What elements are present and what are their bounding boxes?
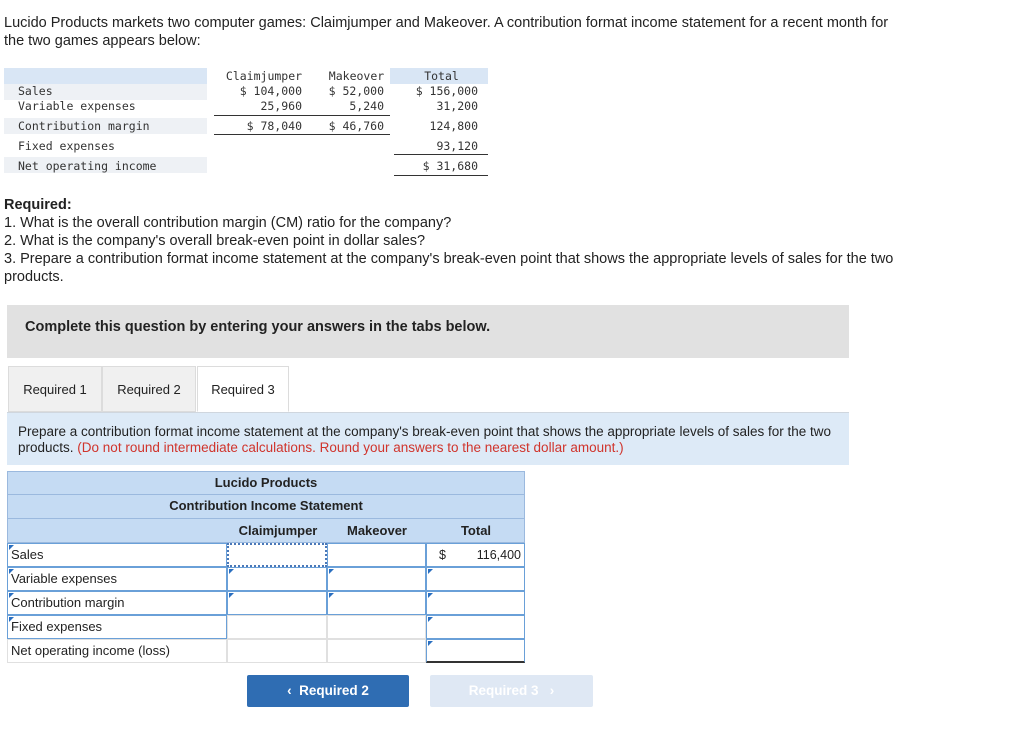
required-section <box>4 196 934 286</box>
fixed-expenses-makeover-cell <box>327 615 426 639</box>
tab-required-2[interactable]: Required 2 <box>102 366 196 412</box>
sales-total-input[interactable] <box>426 543 525 567</box>
required-item-1: 1. What is the overall contribution margin (CM) ratio for the company? <box>4 215 452 231</box>
given-header-claimjumper: Claimjumper <box>225 69 303 83</box>
sales-total-dollar-sign: $ <box>439 548 446 562</box>
variable-expenses-claimjumper-input[interactable] <box>227 567 327 591</box>
row-label-variable-expenses: Variable expenses <box>7 567 227 591</box>
net-income-claimjumper-cell <box>227 639 327 663</box>
contribution-margin-claimjumper-input[interactable] <box>227 591 327 615</box>
instruction-note: (Do not round intermediate calculations. Round your answers to the nearest dollar amount.) <box>77 440 624 455</box>
given-header-total: Total <box>424 69 459 83</box>
instruction-text: Prepare a contribution format income statement at the company's break-even point that shows the appropriate levels of sales for the two products. <box>18 424 832 455</box>
sales-makeover-input[interactable] <box>327 543 426 567</box>
given-row-variable-expenses: Variable expenses 25,960 5,240 31,200 <box>18 99 478 113</box>
answer-row-contribution-margin <box>7 591 525 615</box>
column-claimjumper: Claimjumper <box>238 523 318 538</box>
answer-statement-title: Contribution Income Statement <box>7 495 525 519</box>
answer-row-variable-expenses <box>7 567 525 591</box>
chevron-left-icon: ‹ <box>287 683 292 698</box>
given-row-sales: Sales $ 104,000 $ 52,000 $ 156,000 <box>18 84 478 98</box>
row-label-fixed-expenses: Fixed expenses <box>7 615 227 639</box>
tab-required-3[interactable]: Required 3 <box>197 366 289 412</box>
tab-instructions <box>7 413 849 465</box>
variable-expenses-makeover-input[interactable] <box>327 567 426 591</box>
answer-row-fixed-expenses <box>7 615 525 639</box>
given-row-net-operating-income: Net operating income $ 31,680 <box>18 159 478 173</box>
prev-button-label: Required 2 <box>299 683 369 698</box>
answer-company-name: Lucido Products <box>7 471 525 495</box>
tab-required-1[interactable]: Required 1 <box>8 366 102 412</box>
answer-row-sales <box>7 543 525 567</box>
contribution-margin-makeover-input[interactable] <box>327 591 426 615</box>
contribution-margin-total-input[interactable] <box>426 591 525 615</box>
row-label-net-operating-income: Net operating income (loss) <box>7 639 227 663</box>
fixed-expenses-total-input[interactable] <box>426 615 525 639</box>
row-label-contribution-margin: Contribution margin <box>7 591 227 615</box>
next-required-3-button <box>430 675 593 707</box>
answer-column-headers <box>7 519 525 543</box>
given-row-contribution-margin: Contribution margin $ 78,040 $ 46,760 124,800 <box>18 119 478 133</box>
fixed-expenses-claimjumper-cell <box>227 615 327 639</box>
sales-total-value: 116,400 <box>476 548 521 562</box>
variable-expenses-total-input[interactable] <box>426 567 525 591</box>
banner-text: Complete this question by entering your answers in the tabs below. <box>25 319 491 335</box>
chevron-right-icon: › <box>549 683 555 698</box>
given-header-makeover: Makeover <box>328 69 385 83</box>
sales-claimjumper-input[interactable] <box>227 543 327 567</box>
required-item-3: 3. Prepare a contribution format income statement at the company's break-even point that shows the appropriate levels of sales for the two products. <box>4 251 894 285</box>
required-item-2: 2. What is the company's overall break-even point in dollar sales? <box>4 233 426 249</box>
problem-intro: Lucido Products markets two computer games: Claimjumper and Makeover. A contribution format income statement for a recent month for the two games appears below: <box>4 15 889 49</box>
given-row-fixed-expenses: Fixed expenses 93,120 <box>18 139 478 153</box>
net-income-total-input[interactable] <box>426 639 525 663</box>
net-income-makeover-cell <box>327 639 426 663</box>
answer-row-net-operating-income <box>7 639 525 663</box>
column-makeover: Makeover <box>347 523 407 538</box>
column-total: Total <box>460 523 492 538</box>
required-heading: Required: <box>4 197 72 213</box>
next-button-label: Required 3 <box>468 683 539 698</box>
previous-required-2-button[interactable] <box>247 675 409 707</box>
row-label-sales: Sales <box>7 543 227 567</box>
instruction-banner <box>7 305 849 358</box>
